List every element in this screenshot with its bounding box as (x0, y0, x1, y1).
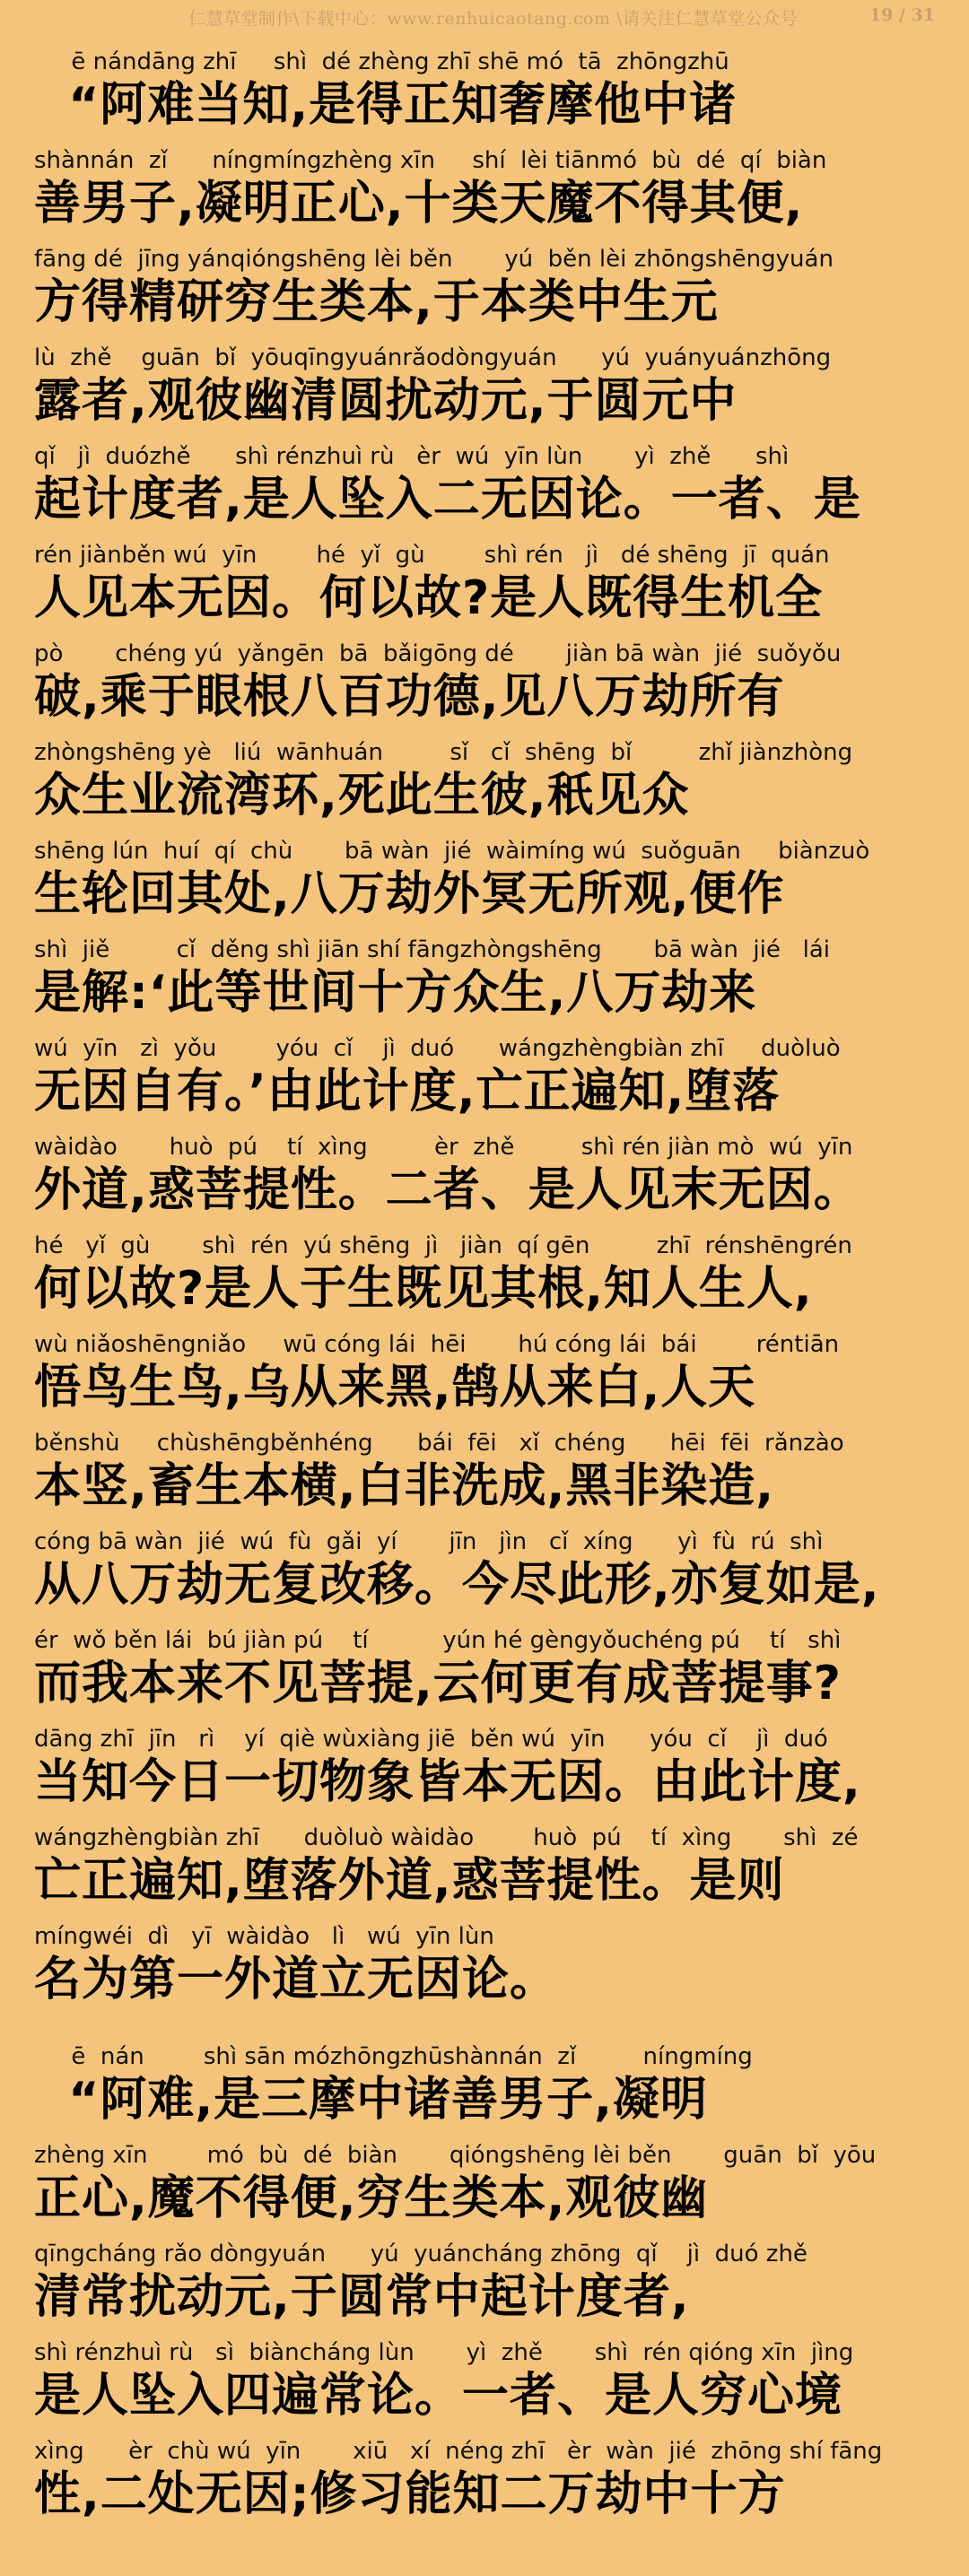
chinese-text: 人见本无因。何以故?是人既得生机全 (34, 571, 824, 625)
text-line (34, 1128, 949, 1227)
chinese-text: 悟鸟生鸟,乌从来黑,鹄从来白,人天 (34, 1361, 756, 1414)
text-line (34, 240, 949, 339)
chinese-text: 何以故?是人于生既见其根,知人生人, (34, 1262, 813, 1316)
text-line (34, 1523, 949, 1622)
text-line (34, 1622, 949, 1720)
text-line (34, 2137, 949, 2235)
pinyin-annotation: zhòngshēng yè liú wānhuán sǐ cǐ shēng bǐ zhǐ jiànzhòng (34, 739, 853, 766)
text-line (34, 2235, 949, 2334)
text-line (34, 832, 949, 931)
source-credit: 仁慧草堂制作\下载中心：www.renhuicaotang.com \请关注仁慧草堂公众号 (188, 9, 798, 29)
text-line (34, 1227, 949, 1326)
chinese-text: 是解:‘此等世间十方众生,八万劫来 (34, 966, 757, 1020)
chinese-text: “阿难当知,是得正知奢摩他中诸 (34, 78, 738, 132)
chinese-text: 生轮回其处,八万劫外冥无所观,便作 (34, 867, 785, 921)
chinese-text: 破,乘于眼根八百功德,见八万劫所有 (34, 670, 785, 724)
text-line (34, 1819, 949, 1918)
chinese-text: “阿难,是三摩中诸善男子,凝明 (34, 2073, 708, 2127)
text-line (34, 536, 949, 635)
chinese-text: 众生业流湾环,死此生彼,秖见众 (34, 769, 690, 822)
text-line (34, 438, 949, 536)
pinyin-annotation: wú yīn zì yǒu yóu cǐ jì duó wángzhèngbiàn zhī duòluò (34, 1035, 841, 1062)
chinese-text: 当知今日一切物象皆本无因。由此计度, (34, 1755, 861, 1809)
paragraph-gap (34, 2016, 949, 2038)
pinyin-annotation: shì rénzhuì rù sì biàncháng lùn yì zhě shì rén qióng xīn jìng (34, 2339, 854, 2366)
pinyin-annotation: pò chéng yú yǎngēn bā bǎigōng dé jiàn bā wàn jié suǒyǒu (34, 640, 842, 667)
pinyin-annotation: wù niǎoshēngniǎo wū cóng lái hēi hú cóng lái bái réntiān (34, 1331, 840, 1358)
chinese-text: 露者,观彼幽清圆扰动元,于圆元中 (34, 374, 738, 428)
pinyin-annotation: shì jiě cǐ děng shì jiān shí fāngzhòngshēng bā wàn jié lái (34, 936, 831, 963)
pinyin-annotation: ē nán shì sān mózhōngzhūshànnán zǐ níngmíng (34, 2043, 753, 2070)
pinyin-annotation: ér wǒ běn lái bú jiàn pú tí yún hé gèngyǒuchéng pú tí shì (34, 1627, 842, 1654)
pinyin-annotation: wàidào huò pú tí xìng èr zhě shì rén jiàn mò wú yīn (34, 1134, 853, 1161)
chinese-text: 从八万劫无复改移。今尽此形,亦复如是, (34, 1558, 880, 1612)
pinyin-annotation: zhèng xīn mó bù dé biàn qióngshēng lèi běn guān bǐ yōu (34, 2142, 877, 2169)
pinyin-annotation: shēng lún huí qí chù bā wàn jié wàimíng wú suǒguān biànzuò (34, 838, 870, 865)
pinyin-annotation: shànnán zǐ níngmíngzhèng xīn shí lèi tiānmó bù dé qí biàn (34, 147, 827, 174)
page-header (0, 0, 969, 43)
text-line (34, 734, 949, 832)
chinese-text: 方得精研穷生类本,于本类中生元 (34, 275, 719, 329)
text-line (34, 2038, 949, 2137)
text-line (34, 1918, 949, 2016)
text-line (34, 1720, 949, 1819)
chinese-text: 善男子,凝明正心,十类天魔不得其便, (34, 177, 804, 231)
text-line (34, 339, 949, 438)
pinyin-annotation: hé yǐ gù shì rén yú shēng jì jiàn qí gēn zhī rénshēngrén (34, 1232, 852, 1259)
pinyin-annotation: ē nándāng zhī shì dé zhèng zhī shē mó tā zhōngzhū (34, 48, 729, 75)
chinese-text: 名为第一外道立无因论。 (34, 1953, 558, 2006)
text-line (34, 43, 949, 142)
pinyin-annotation: lù zhě guān bǐ yōuqīngyuánrǎodòngyuán yú yuányuánzhōng (34, 344, 832, 371)
pinyin-annotation: fāng dé jīng yánqióngshēng lèi běn yú běn lèi zhōngshēngyuán (34, 246, 834, 273)
scripture-text (0, 43, 969, 2531)
text-line (34, 931, 949, 1030)
chinese-text: 正心,魔不得便,穷生类本,观彼幽 (34, 2171, 709, 2225)
chinese-text: 亡正遍知,堕落外道,惑菩提性。是则 (34, 1854, 785, 1908)
pinyin-annotation: xìng èr chù wú yīn xiū xí néng zhī èr wàn jié zhōng shí fāng (34, 2438, 883, 2465)
text-line (34, 1030, 949, 1128)
pinyin-annotation: dāng zhī jīn rì yí qiè wùxiàng jiē běn wú yīn yóu cǐ jì duó (34, 1726, 828, 1753)
text-line (34, 2432, 949, 2531)
pinyin-annotation: qīngcháng rǎo dòngyuán yú yuáncháng zhōng qǐ jì duó zhě (34, 2241, 808, 2267)
chinese-text: 无因自有。’由此计度,亡正遍知,堕落 (34, 1065, 781, 1118)
text-line (34, 635, 949, 734)
text-line (34, 1326, 949, 1424)
chinese-text: 性,二处无因;修习能知二万劫中十方 (34, 2467, 786, 2521)
pinyin-annotation: rén jiànběn wú yīn hé yǐ gù shì rén jì dé shēng jī quán (34, 542, 830, 569)
text-line (34, 142, 949, 240)
pinyin-annotation: běnshù chùshēngběnhéng bái fēi xǐ chéng hēi fēi rǎnzào (34, 1430, 844, 1457)
chinese-text: 清常扰动元,于圆常中起计度者, (34, 2270, 690, 2324)
chinese-text: 外道,惑菩提性。二者、是人见末无因。 (34, 1163, 861, 1217)
text-line (34, 1424, 949, 1523)
chinese-text: 本竖,畜生本横,白非洗成,黑非染造, (34, 1459, 775, 1513)
pinyin-annotation: míngwéi dì yī wàidào lì wú yīn lùn (34, 1923, 494, 1950)
page-number: 19 / 31 (869, 5, 935, 25)
pinyin-annotation: wángzhèngbiàn zhī duòluò wàidào huò pú tí xìng shì zé (34, 1824, 859, 1851)
text-line (34, 2334, 949, 2432)
pinyin-annotation: cóng bā wàn jié wú fù gǎi yí jīn jìn cǐ xíng yì fù rú shì (34, 1528, 824, 1555)
chinese-text: 而我本来不见菩提,云何更有成菩提事? (34, 1657, 842, 1710)
chinese-text: 是人坠入四遍常论。一者、是人穷心境 (34, 2369, 843, 2423)
chinese-text: 起计度者,是人坠入二无因论。一者、是 (34, 473, 861, 527)
pinyin-annotation: qǐ jì duózhě shì rénzhuì rù èr wú yīn lùn yì zhě shì (34, 443, 790, 470)
